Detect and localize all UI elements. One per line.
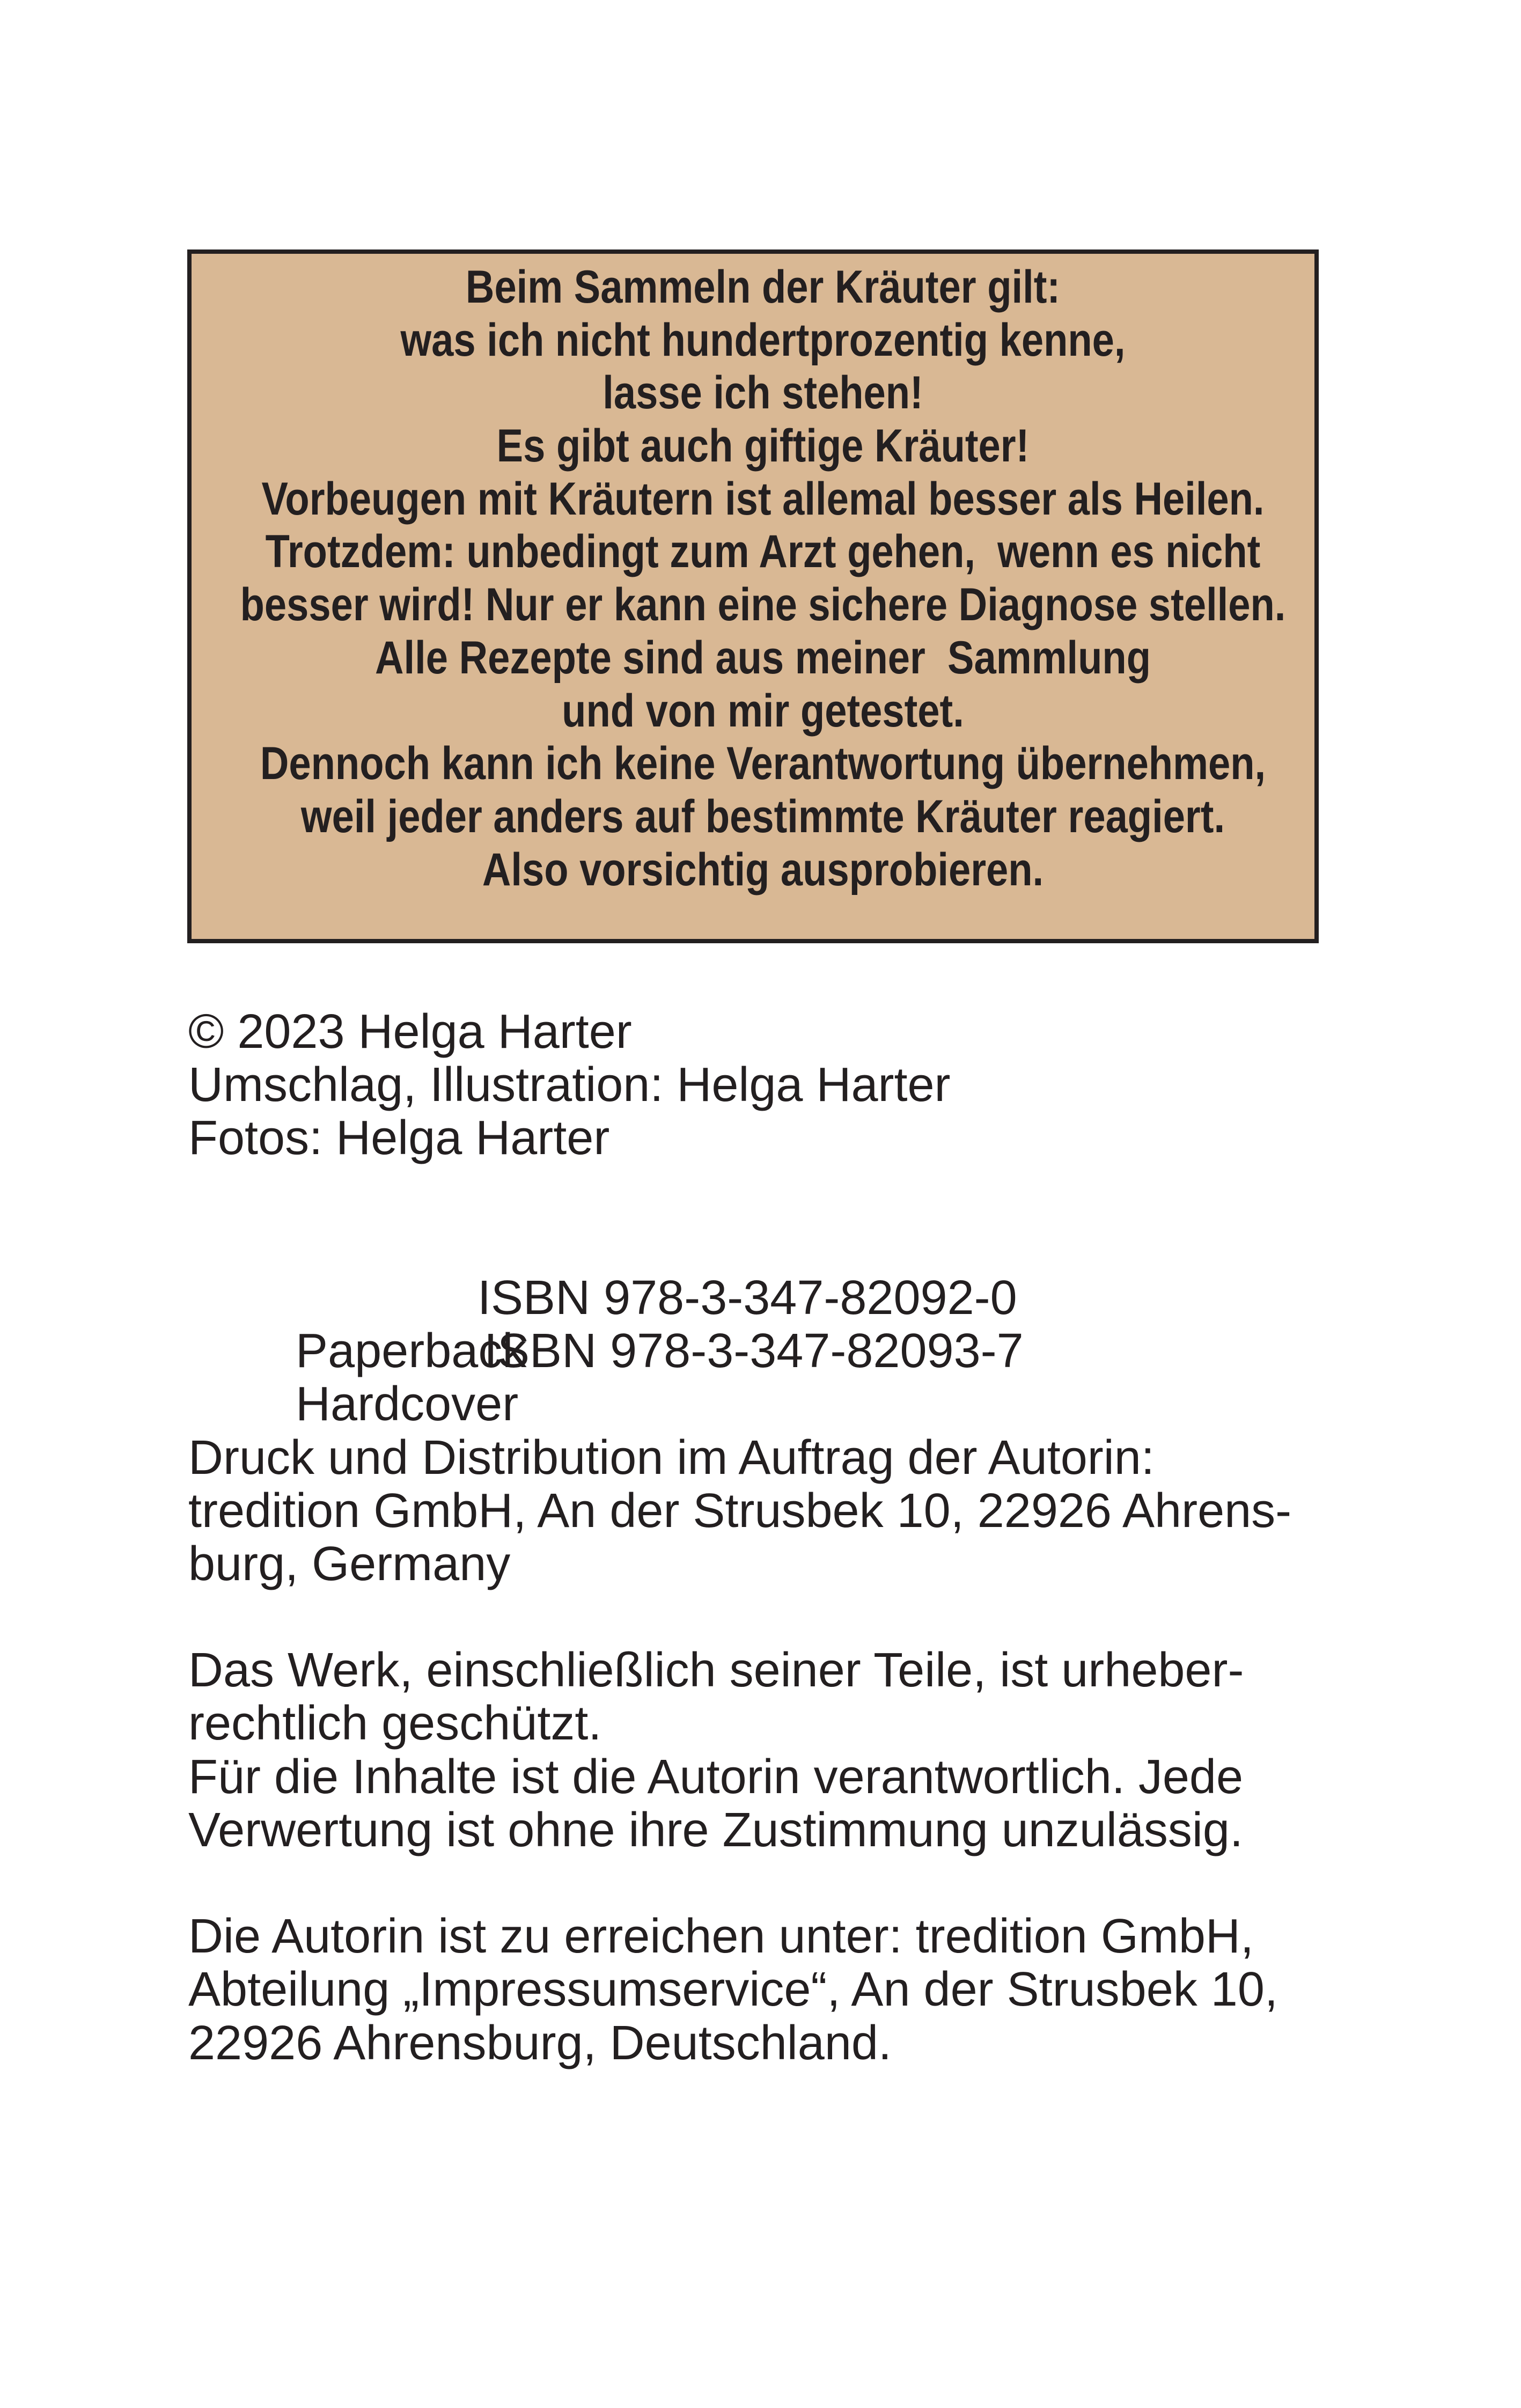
disclaimer-line: Alle Rezepte sind aus meiner Sammlung	[375, 632, 1151, 684]
printing-line: tredition GmbH, An der Strusbek 10, 22926 Ahrens-	[188, 1484, 1292, 1538]
disclaimer-line: besser wird! Nur er kann eine sichere Diagnose stellen.	[240, 579, 1286, 631]
disclaimer-line: Beim Sammeln der Kräuter gilt:	[465, 261, 1061, 313]
contact-section	[188, 1910, 1369, 2070]
edition-label: Hardcover	[296, 1377, 519, 1431]
printing-line: burg, Germany	[188, 1537, 511, 1591]
hardcover-edition-row	[188, 1324, 1369, 1431]
rights-line: Das Werk, einschließlich seiner Teile, ist urheber-	[188, 1643, 1244, 1698]
disclaimer-line: weil jeder anders auf bestimmte Kräuter reagiert.	[300, 790, 1225, 842]
rights-section	[188, 1644, 1369, 1857]
cover-credit-line: Umschlag, Illustration: Helga Harter	[188, 1058, 951, 1112]
printing-section	[188, 1431, 1369, 1591]
copyright-line: © 2023 Helga Harter	[188, 1005, 632, 1059]
disclaimer-line: Dennoch kann ich keine Verantwortung übernehmen,	[260, 738, 1266, 790]
credits-section	[188, 1005, 1369, 1165]
contact-line: Die Autorin ist zu erreichen unter: tredition GmbH,	[188, 1910, 1254, 1964]
rights-line: Verwertung ist ohne ihre Zustimmung unzulässig.	[188, 1803, 1243, 1857]
disclaimer-text	[185, 261, 1341, 896]
imprint-block	[188, 1005, 1369, 2070]
rights-line: Für die Inhalte ist die Autorin verantwortlich. Jede	[188, 1750, 1244, 1804]
disclaimer-line: lasse ich stehen!	[602, 367, 923, 419]
disclaimer-line: Trotzdem: unbedingt zum Arzt gehen, wenn es nicht	[265, 526, 1261, 578]
contact-line: 22926 Ahrensburg, Deutschland.	[188, 2016, 892, 2070]
contact-line: Abteilung „Impressumservice“, An der Strusbek 10,	[188, 1963, 1278, 2017]
edition-label: Paperback	[296, 1324, 527, 1378]
isbn-number: ISBN 978-3-347-82092-0	[477, 1271, 1017, 1325]
disclaimer-line: Es gibt auch giftige Kräuter!	[496, 420, 1030, 472]
disclaimer-line: und von mir getestet.	[562, 685, 964, 737]
rights-line: rechtlich geschützt.	[188, 1697, 602, 1751]
disclaimer-box	[187, 249, 1319, 943]
disclaimer-line: Vorbeugen mit Kräutern ist allemal besser als Heilen.	[261, 473, 1265, 525]
isbn-number: ISBN 978-3-347-82093-7	[484, 1324, 1024, 1378]
disclaimer-line: Also vorsichtig ausprobieren.	[482, 843, 1044, 895]
disclaimer-line: was ich nicht hundertprozentig kenne,	[400, 314, 1126, 366]
isbn-section	[188, 1271, 1369, 1431]
photo-credit-line: Fotos: Helga Harter	[188, 1111, 610, 1165]
printing-line: Druck und Distribution im Auftrag der Autorin:	[188, 1430, 1155, 1485]
